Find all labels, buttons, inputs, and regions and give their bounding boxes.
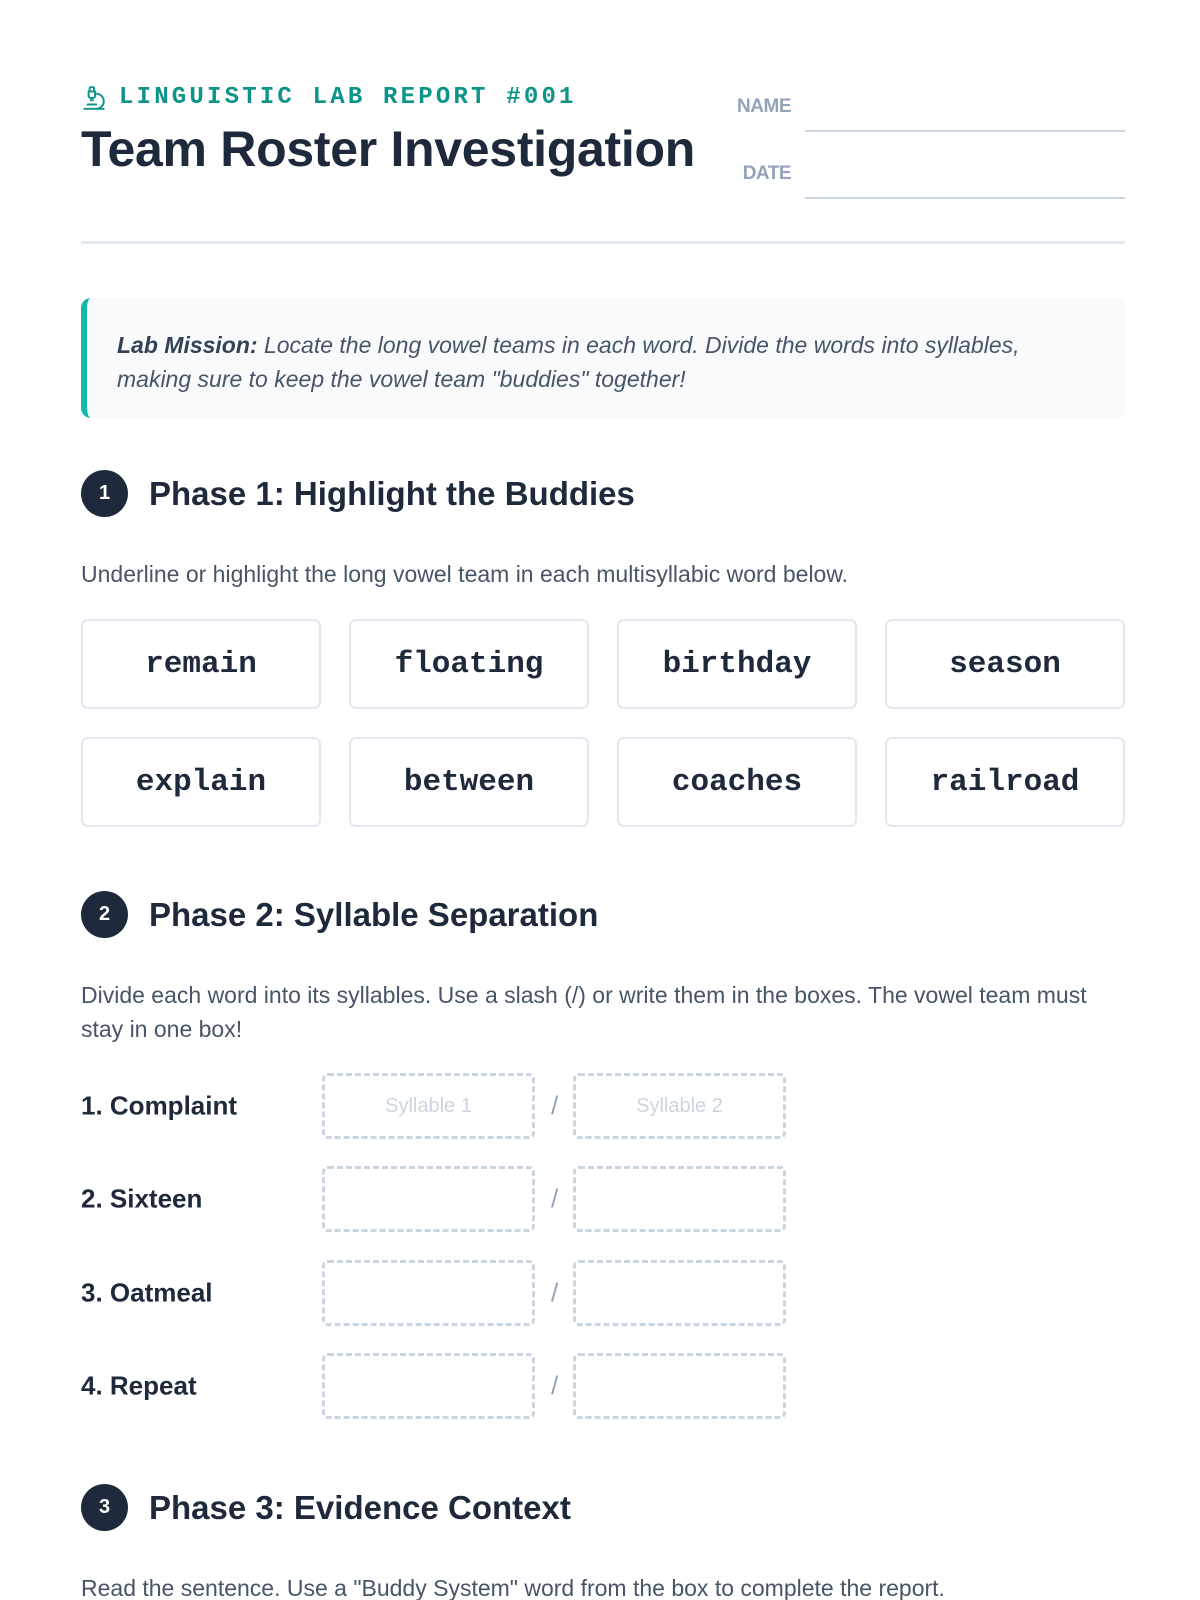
- syllable-divider: /: [551, 1090, 559, 1121]
- syllable-word: 4. Repeat: [81, 1370, 197, 1401]
- syllable-word: 2. Sixteen: [81, 1183, 203, 1214]
- phase-2-title: Phase 2: Syllable Separation: [149, 895, 599, 933]
- mission-text: Locate the long vowel teams in each word. Divide the words into syllables, making sure to keep the vowel team "buddies" together!: [117, 332, 1020, 392]
- worksheet-page: [81, 0, 1125, 1600]
- phase-3-number-badge: 3: [81, 1484, 128, 1531]
- syllable-1-input[interactable]: [322, 1166, 535, 1232]
- phase-1-number-badge: 1: [81, 470, 128, 517]
- mission-label: Lab Mission:: [117, 332, 258, 358]
- phase-3-heading: [81, 1484, 571, 1531]
- syllable-divider: /: [551, 1277, 559, 1308]
- word-card[interactable]: explain: [81, 737, 321, 827]
- date-field-row: [731, 159, 1125, 199]
- word-card[interactable]: birthday: [617, 619, 857, 709]
- syllable-1-input[interactable]: Syllable 1: [322, 1073, 535, 1139]
- phase-3-title: Phase 3: Evidence Context: [149, 1488, 571, 1526]
- phase-2-number-badge: 2: [81, 891, 128, 938]
- lab-mission-callout: [81, 298, 1125, 418]
- phase-2-instructions: Divide each word into its syllables. Use a slash (/) or write them in the boxes. The vowel team must stay in one box!: [81, 982, 1087, 1042]
- syllable-divider: /: [551, 1370, 559, 1401]
- microscope-icon: [81, 85, 107, 111]
- word-card[interactable]: coaches: [617, 737, 857, 827]
- syllable-row: [81, 1260, 881, 1326]
- syllable-divider: /: [551, 1183, 559, 1214]
- phase-1-title: Phase 1: Highlight the Buddies: [149, 474, 635, 512]
- word-grid: [81, 619, 1125, 827]
- word-card[interactable]: season: [885, 619, 1125, 709]
- syllable-2-input[interactable]: [573, 1353, 786, 1419]
- syllable-word: 1. Complaint: [81, 1090, 238, 1121]
- word-card[interactable]: railroad: [885, 737, 1125, 827]
- syllable-1-input[interactable]: [322, 1353, 535, 1419]
- name-field[interactable]: [805, 130, 1125, 132]
- word-card[interactable]: between: [349, 737, 589, 827]
- syllable-2-input[interactable]: [573, 1166, 786, 1232]
- date-field[interactable]: [805, 197, 1125, 199]
- word-card[interactable]: remain: [81, 619, 321, 709]
- syllable-2-input[interactable]: [573, 1260, 786, 1326]
- phase-1-instructions: Underline or highlight the long vowel team in each multisyllabic word below.: [81, 561, 849, 587]
- report-header: [81, 0, 1125, 244]
- syllable-row: [81, 1073, 881, 1139]
- word-card[interactable]: floating: [349, 619, 589, 709]
- date-label: DATE: [742, 163, 791, 184]
- report-kicker: [81, 84, 577, 111]
- syllable-2-input[interactable]: Syllable 2: [573, 1073, 786, 1139]
- syllable-row: [81, 1166, 881, 1232]
- syllable-word: 3. Oatmeal: [81, 1277, 213, 1308]
- report-number-label: LINGUISTIC LAB REPORT #001: [119, 84, 577, 111]
- syllable-1-input[interactable]: [322, 1260, 535, 1326]
- syllable-row: [81, 1353, 881, 1419]
- phase-1-heading: [81, 470, 635, 517]
- name-field-row: [731, 92, 1125, 132]
- phase-3-instructions: Read the sentence. Use a "Buddy System" word from the box to complete the report.: [81, 1575, 945, 1600]
- page-title: Team Roster Investigation: [81, 121, 695, 177]
- phase-2-heading: [81, 891, 598, 938]
- name-label: NAME: [737, 96, 791, 117]
